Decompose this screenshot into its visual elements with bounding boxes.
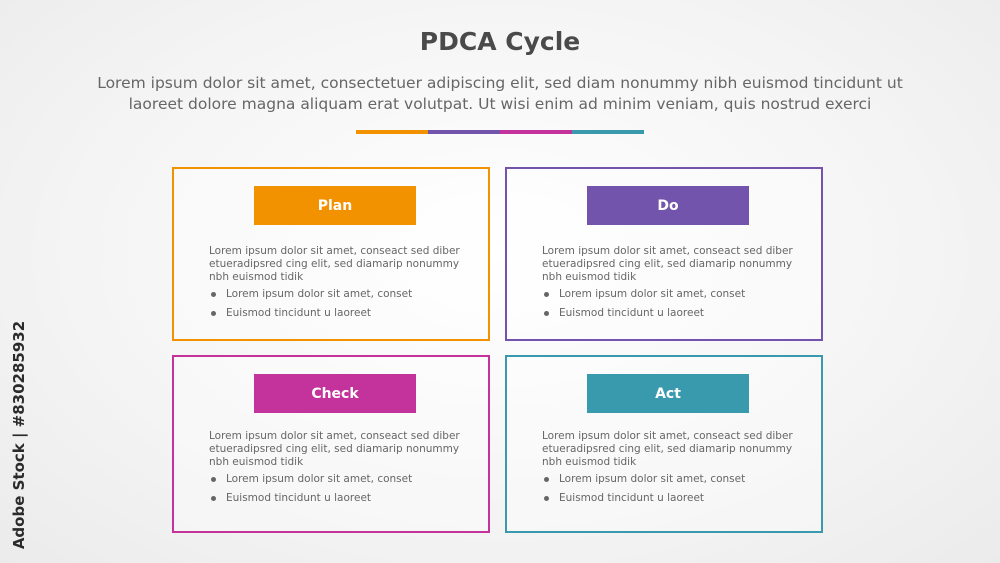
card-body: [542, 245, 807, 284]
page-subtitle: [60, 73, 940, 115]
divider-segment-plan: [356, 130, 428, 134]
divider-segment-act: [572, 130, 644, 134]
card-act: [505, 355, 823, 533]
bullet-text: Lorem ipsum dolor sit amet, conset: [226, 473, 413, 485]
bullet-dot-icon: [211, 292, 216, 297]
bullet-text: Euismod tincidunt u laoreet: [226, 492, 372, 504]
card-check: [172, 355, 490, 533]
body-line: Lorem ipsum dolor sit amet, conseact sed diber: [209, 245, 460, 257]
body-line: etueradipsred cing elit, sed diamarip nonummy: [542, 258, 793, 270]
body-line: Lorem ipsum dolor sit amet, conseact sed diber: [209, 430, 460, 442]
bullet-item: [209, 473, 479, 492]
card-body: [209, 245, 474, 284]
bullet-text: Lorem ipsum dolor sit amet, conset: [559, 473, 746, 485]
subtitle-line: Lorem ipsum dolor sit amet, consectetuer adipiscing elit, sed diam nonummy nibh euismod tincidunt ut: [97, 74, 903, 92]
bullet-text: Euismod tincidunt u laoreet: [226, 307, 372, 319]
bullet-dot-icon: [211, 496, 216, 501]
card-plan: [172, 167, 490, 341]
card-label: Check: [254, 374, 416, 413]
body-line: etueradipsred cing elit, sed diamarip nonummy: [209, 258, 460, 270]
body-line: nbh euismod tidik: [209, 456, 304, 468]
bullet-item: [209, 288, 479, 307]
card-body: [209, 430, 474, 469]
card-label: Act: [587, 374, 749, 413]
stock-id: [8, 320, 30, 550]
subtitle-line: laoreet dolore magna aliquam erat volutpat. Ut wisi enim ad minim veniam, quis nostrud exerci: [128, 95, 872, 113]
bullet-text: Lorem ipsum dolor sit amet, conset: [226, 288, 413, 300]
page-title: PDCA Cycle: [419, 27, 581, 56]
bullet-item: [209, 492, 479, 511]
bullet-dot-icon: [211, 311, 216, 316]
divider-segment-do: [428, 130, 500, 134]
bullet-item: [542, 288, 812, 307]
color-divider: [356, 130, 644, 134]
bullet-item: [209, 307, 479, 326]
bullet-list: [542, 288, 812, 326]
bullet-text: Euismod tincidunt u laoreet: [559, 492, 705, 504]
bullet-dot-icon: [544, 477, 549, 482]
bullet-dot-icon: [544, 496, 549, 501]
bullet-dot-icon: [544, 292, 549, 297]
body-line: Lorem ipsum dolor sit amet, conseact sed diber: [542, 245, 793, 257]
body-line: nbh euismod tidik: [542, 456, 637, 468]
stock-id-text: Adobe Stock | #830285932: [10, 320, 28, 550]
bullet-item: [542, 473, 812, 492]
bullet-list: [209, 288, 479, 326]
card-body: [542, 430, 807, 469]
divider-segment-check: [500, 130, 572, 134]
bullet-dot-icon: [544, 311, 549, 316]
card-do: [505, 167, 823, 341]
body-line: nbh euismod tidik: [209, 271, 304, 283]
card-label: Do: [587, 186, 749, 225]
bullet-text: Euismod tincidunt u laoreet: [559, 307, 705, 319]
bullet-text: Lorem ipsum dolor sit amet, conset: [559, 288, 746, 300]
body-line: Lorem ipsum dolor sit amet, conseact sed diber: [542, 430, 793, 442]
body-line: nbh euismod tidik: [542, 271, 637, 283]
body-line: etueradipsred cing elit, sed diamarip nonummy: [542, 443, 793, 455]
bullet-list: [209, 473, 479, 511]
bullet-list: [542, 473, 812, 511]
bullet-item: [542, 307, 812, 326]
body-line: etueradipsred cing elit, sed diamarip nonummy: [209, 443, 460, 455]
bullet-dot-icon: [211, 477, 216, 482]
card-label: Plan: [254, 186, 416, 225]
bullet-item: [542, 492, 812, 511]
